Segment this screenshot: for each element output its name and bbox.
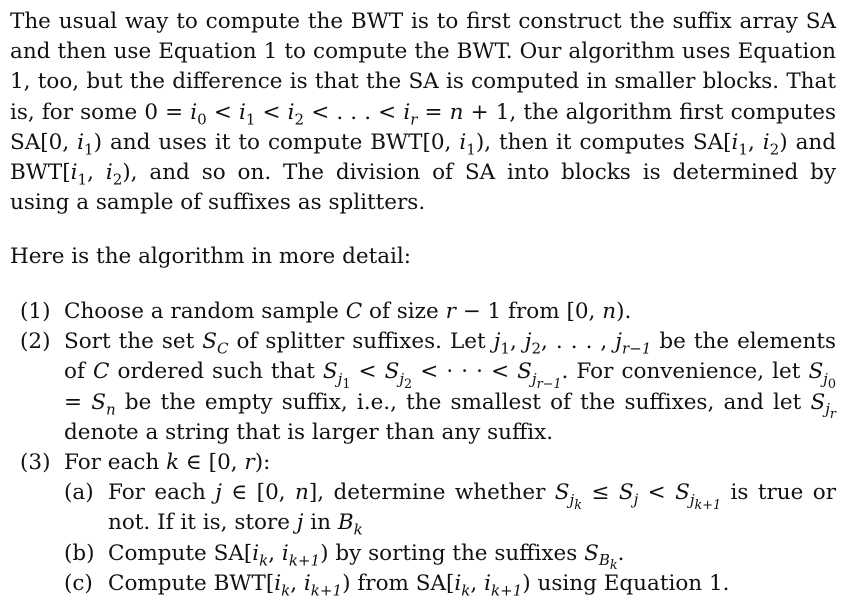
step-2 [10, 327, 836, 448]
text-run: < [350, 359, 385, 385]
math-var: k [166, 450, 180, 476]
text-run: of splitter suffixes. Let [228, 329, 494, 355]
math-var: j [296, 510, 304, 536]
math-var: i [190, 99, 198, 125]
math-subsub: 1 [342, 376, 351, 392]
text-run: , [509, 329, 525, 355]
text-run: ) using Equation 1. [522, 570, 730, 596]
math-sub: j [689, 490, 695, 509]
substep-label: (b) [64, 540, 95, 566]
math-sub: r−1 [621, 339, 652, 358]
text-run: = [64, 389, 92, 415]
math-subsub: k [609, 557, 618, 573]
math-var: S [808, 359, 824, 385]
math-sub: 2 [769, 140, 780, 159]
math-sub: k [259, 550, 269, 569]
algorithm-steps [10, 297, 836, 599]
math-var: S [517, 359, 532, 385]
step-3b [10, 539, 836, 573]
math-var: j [615, 329, 622, 355]
step-number: (2) [20, 329, 51, 355]
math-sub: k+1 [288, 550, 321, 569]
text-run: is true or not. If it is, store [108, 480, 837, 536]
math-var: i [252, 540, 260, 566]
algorithm-heading: Here is the algorithm in more detail: [10, 244, 412, 269]
math-sub: j [823, 369, 828, 388]
math-sub: 2 [112, 170, 123, 189]
math-var: i [105, 160, 113, 186]
text-run: < [638, 480, 676, 506]
math-sub: 1 [500, 339, 510, 358]
math-subsub: k [574, 497, 582, 513]
text-run: ), then it computes SA[ [475, 129, 732, 155]
text-run: ). [616, 299, 632, 324]
math-var: i [762, 129, 770, 155]
text-run: The usual way to compute the BWT is to first construct the suffix array SA and then use Equation 1 to compute the BWT. Our algorithm uses Equation 1, too, but the difference is that the SA is computed in smaller blocks. That is, for some 0 = [10, 9, 836, 125]
text-run: ) from SA[ [342, 570, 455, 596]
math-var: C [92, 359, 110, 385]
math-sub: j [633, 490, 639, 509]
text-run: = [417, 99, 450, 125]
math-var: S [384, 359, 400, 385]
step-1 [10, 297, 836, 327]
text-run: ordered such that [109, 359, 323, 385]
text-run: denote a string that is larger than any suffix. [64, 419, 554, 445]
math-var: S [810, 389, 826, 415]
math-subsub: r−1 [536, 376, 562, 392]
text-run: Choose a random sample [64, 299, 346, 324]
math-var: i [303, 570, 311, 596]
text-run: be the empty suffix, i.e., the smallest of the suffixes, and let [115, 389, 811, 415]
text-run: Sort the set [64, 329, 203, 355]
math-var: i [459, 129, 467, 155]
math-var: S [322, 359, 338, 385]
math-sub: j [399, 369, 405, 388]
math-var: S [202, 329, 217, 355]
math-sub: 1 [77, 170, 88, 189]
text-run: Compute BWT[ [108, 570, 275, 596]
text-run: ∈ [0, [179, 450, 245, 476]
text-run: < · · · < [412, 359, 518, 385]
intro-paragraph [10, 7, 836, 218]
math-sub: j [337, 369, 343, 388]
substep-label: (a) [64, 480, 94, 506]
math-var: C [345, 299, 363, 324]
text-run: For each [64, 450, 167, 476]
math-sub: n [105, 399, 116, 418]
text-run: be the elements of [64, 329, 837, 385]
math-sub: k+1 [490, 581, 523, 600]
substep-label: (c) [64, 570, 93, 596]
text-run: in [303, 510, 338, 536]
text-run: , [87, 160, 106, 186]
math-var: S [584, 540, 599, 566]
math-var: S [554, 480, 570, 506]
text-run: < [255, 99, 288, 125]
text-run: ): [254, 450, 271, 476]
math-sub: k+1 [310, 581, 343, 600]
math-var: B [337, 510, 354, 536]
math-var: S [675, 480, 690, 506]
math-var: i [454, 570, 462, 596]
math-var: n [295, 480, 309, 506]
text-run: , [290, 570, 304, 596]
math-var: r [244, 450, 255, 476]
text-run: Compute SA[ [108, 540, 253, 566]
text-run: , [747, 129, 763, 155]
text-run: . For convenience, let [561, 359, 809, 385]
math-sub: 0 [197, 109, 207, 128]
math-sub: j [569, 490, 575, 509]
step-3 [10, 448, 836, 478]
text-run: < [206, 99, 239, 125]
math-sub: j [531, 369, 537, 388]
text-run: For each [108, 480, 216, 506]
math-var: i [274, 570, 282, 596]
math-sub: 1 [466, 140, 476, 159]
text-run: , [268, 540, 282, 566]
math-sub: 1 [245, 109, 256, 128]
math-sub: k [353, 520, 363, 539]
text-run: . [617, 540, 625, 566]
step-3a [10, 478, 836, 538]
text-run: , [470, 570, 485, 596]
text-run: ) by sorting the suffixes [320, 540, 585, 566]
math-var: S [618, 480, 634, 506]
text-run: , . . . , [541, 329, 616, 355]
math-var: j [524, 329, 532, 355]
text-run: + 1, the algorithm first computes SA[0, [10, 99, 836, 155]
math-var: n [449, 99, 464, 125]
math-subsub: r [829, 406, 837, 422]
text-run: ∈ [0, [221, 480, 296, 506]
math-sub: j [825, 399, 830, 418]
math-var: i [403, 99, 411, 125]
math-sub: k [281, 581, 291, 600]
text-run: ) and BWT[ [10, 129, 836, 186]
math-var: S [91, 389, 106, 415]
math-subsub: k+1 [694, 497, 722, 513]
math-sub: 1 [738, 140, 748, 159]
math-var: i [281, 540, 289, 566]
math-subsub: 2 [404, 376, 413, 392]
step-number: (3) [20, 450, 51, 476]
math-sub: B [598, 550, 610, 569]
math-sub: 2 [531, 339, 542, 358]
text-run: < . . . < [304, 99, 404, 125]
math-sub: r [410, 109, 418, 128]
step-number: (1) [20, 299, 51, 324]
text-run: ≤ [581, 480, 619, 506]
math-sub: k [461, 581, 471, 600]
text-run: ], determine whether [308, 480, 555, 506]
math-sub: C [216, 339, 229, 358]
math-var: j [215, 480, 222, 506]
math-var: i [484, 570, 491, 596]
text-run: of size [362, 299, 446, 324]
math-var: n [602, 299, 617, 324]
math-subsub: 0 [827, 376, 836, 392]
text-run: ), and so on. The division of SA into blocks is determined by using a sample of suffixes as splitters. [10, 160, 837, 216]
math-var: i [238, 99, 246, 125]
math-var: j [493, 329, 501, 355]
math-sub: 2 [294, 109, 305, 128]
math-var: i [287, 99, 295, 125]
math-var: r [445, 299, 456, 324]
math-var: i [731, 129, 739, 155]
step-3c [10, 569, 836, 599]
math-sub: 1 [84, 140, 94, 159]
text-run: ) and uses it to compute BWT[0, [93, 129, 460, 155]
math-var: i [77, 129, 85, 155]
text-run: − 1 from [0, [455, 299, 603, 324]
math-var: i [70, 160, 78, 186]
